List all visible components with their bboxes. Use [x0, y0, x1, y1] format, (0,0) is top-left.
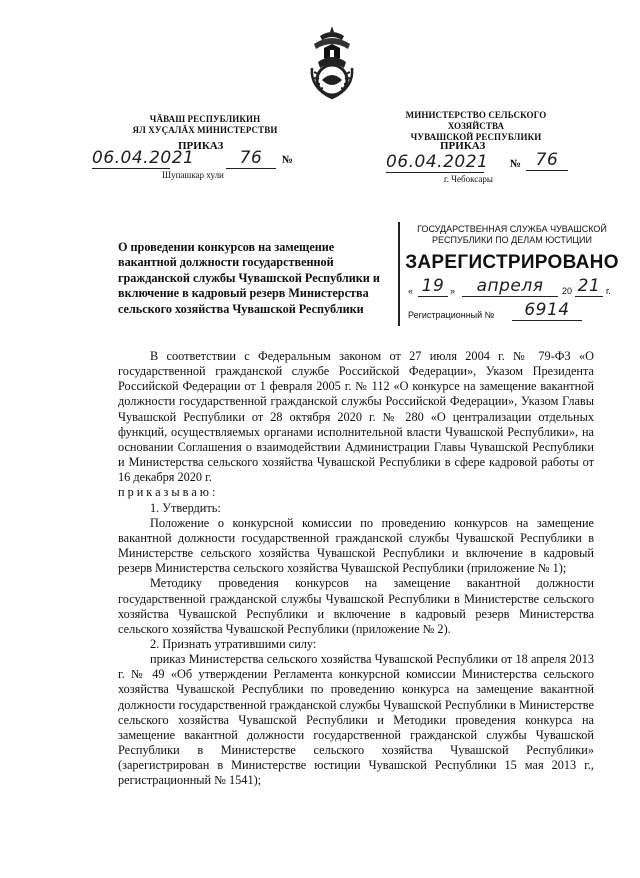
document-body	[118, 349, 594, 789]
coat-of-arms-emblem-icon	[304, 22, 360, 102]
right-header-line2: ЧУВАШСКОЙ РЕСПУБЛИКИ	[410, 132, 542, 142]
left-city: Шупашкар хули	[162, 170, 224, 180]
stamp-year-unit: г.	[606, 286, 611, 296]
body-prikazyvayu: приказываю:	[118, 485, 219, 500]
right-city: г. Чебоксары	[444, 174, 493, 184]
registration-stamp	[398, 222, 624, 326]
left-order-number: 76	[226, 148, 276, 169]
stamp-line1: ГОСУДАРСТВЕННАЯ СЛУЖБА ЧУВАШСКОЙ	[417, 224, 607, 234]
stamp-year-prefix: 20	[562, 286, 573, 296]
body-item1-b: Методику проведения конкурсов на замещение вакантной должности государственной гражданской службы Чувашской Республики в Министерстве сельского хозяйства Чувашской Республики и включение в кадровый резерв Министерства сельского хозяйства Чувашской Республики (приложение № 2).	[118, 576, 594, 636]
body-item1-a: Положение о конкурсной комиссии по проведению конкурсов на замещение вакантной должности государственной гражданской службы Чувашской Республики в Министерстве сельского хозяйства Чувашской Республики и включение в кадровый резерв Министерства сельского хозяйства Чувашской Республики (приложение № 1);	[118, 515, 594, 576]
stamp-day: 19	[418, 276, 448, 297]
stamp-month: апреля	[462, 276, 558, 297]
right-order-date: 06.04.2021	[386, 152, 489, 172]
stamp-reg-row	[408, 300, 620, 326]
left-header-line2: ЯЛ ХУÇАЛĂХ МИНИСТЕРСТВИ	[132, 125, 278, 135]
stamp-reg-label: Регистрационный №	[408, 310, 495, 320]
right-number-sign: №	[510, 158, 522, 170]
stamp-year-suffix: 21	[575, 276, 603, 297]
left-order-date: 06.04.2021	[92, 148, 195, 168]
stamp-line2: РЕСПУБЛИКИ ПО ДЕЛАМ ЮСТИЦИИ	[432, 235, 592, 245]
stamp-registered: ЗАРЕГИСТРИРОВАНО	[405, 252, 619, 273]
body-item1: 1. Утвердить:	[150, 500, 221, 515]
left-header-line1: ЧĂВАШ РЕСПУБЛИКИН	[149, 114, 261, 124]
right-header	[378, 110, 574, 143]
left-header	[120, 114, 290, 136]
left-number-sign: №	[282, 154, 294, 166]
stamp-quote-close: »	[450, 286, 456, 296]
stamp-date-row	[408, 278, 620, 300]
document-title: О проведении конкурсов на замещение вакантной должности государственной гражданской службы Чувашской Республики и включение в кадровый резерв Министерства сельского хозяйства Чувашской Республики	[118, 240, 380, 316]
right-order-number: 76	[526, 150, 568, 171]
body-item2: 2. Признать утратившими силу:	[150, 636, 317, 651]
stamp-quote-open: «	[408, 286, 414, 296]
stamp-reg-number: 6914	[512, 300, 582, 321]
right-header-line1: МИНИСТЕРСТВО СЕЛЬСКОГО ХОЗЯЙСТВА	[405, 110, 547, 131]
left-order-word: ПРИКАЗ	[178, 140, 224, 152]
body-intro: В соответствии с Федеральным законом от 27 июля 2004 г. № 79-ФЗ «О государственной гражданской службе Российской Федерации», Указом Президента Российской Федерации от 1 февраля 2005 г. № 112 «О конкурсе на замещение вакантной должности государственной гражданской службы Российской Федерации», Указом Главы Чувашской Республики от 28 октября 2020 г. № 280 «О централизации отдельных функций, осуществляемых органами исполнительной власти Чувашской Республики», на основании Соглашения о взаимодействии Администрации Главы Чувашской Республики и Министерства сельского хозяйства Чувашской Республики в сфере кадровой работы от 16 декабря 2020 г.	[118, 349, 594, 485]
right-order-word: ПРИКАЗ	[440, 140, 486, 152]
body-item2-a: приказ Министерства сельского хозяйства Чувашской Республики от 18 апреля 2013 г. № 49 «Об утверждении Регламента конкурсной комиссии Министерства сельского хозяйства Чувашской Республики по проведению конкурса на замещение вакантной должности государственной гражданской службы Чувашской Республики в Министерстве сельского хозяйства Чувашской Республики и Методики проведения конкурса на замещение вакантной должности государственной гражданской службы Чувашской Республики в Министерстве сельского хозяйства Чувашской Республики» (зарегистрирован в Министерстве юстиции Чувашской Республики 15 мая 2013 г., регистрационный № 1541);	[118, 652, 594, 788]
